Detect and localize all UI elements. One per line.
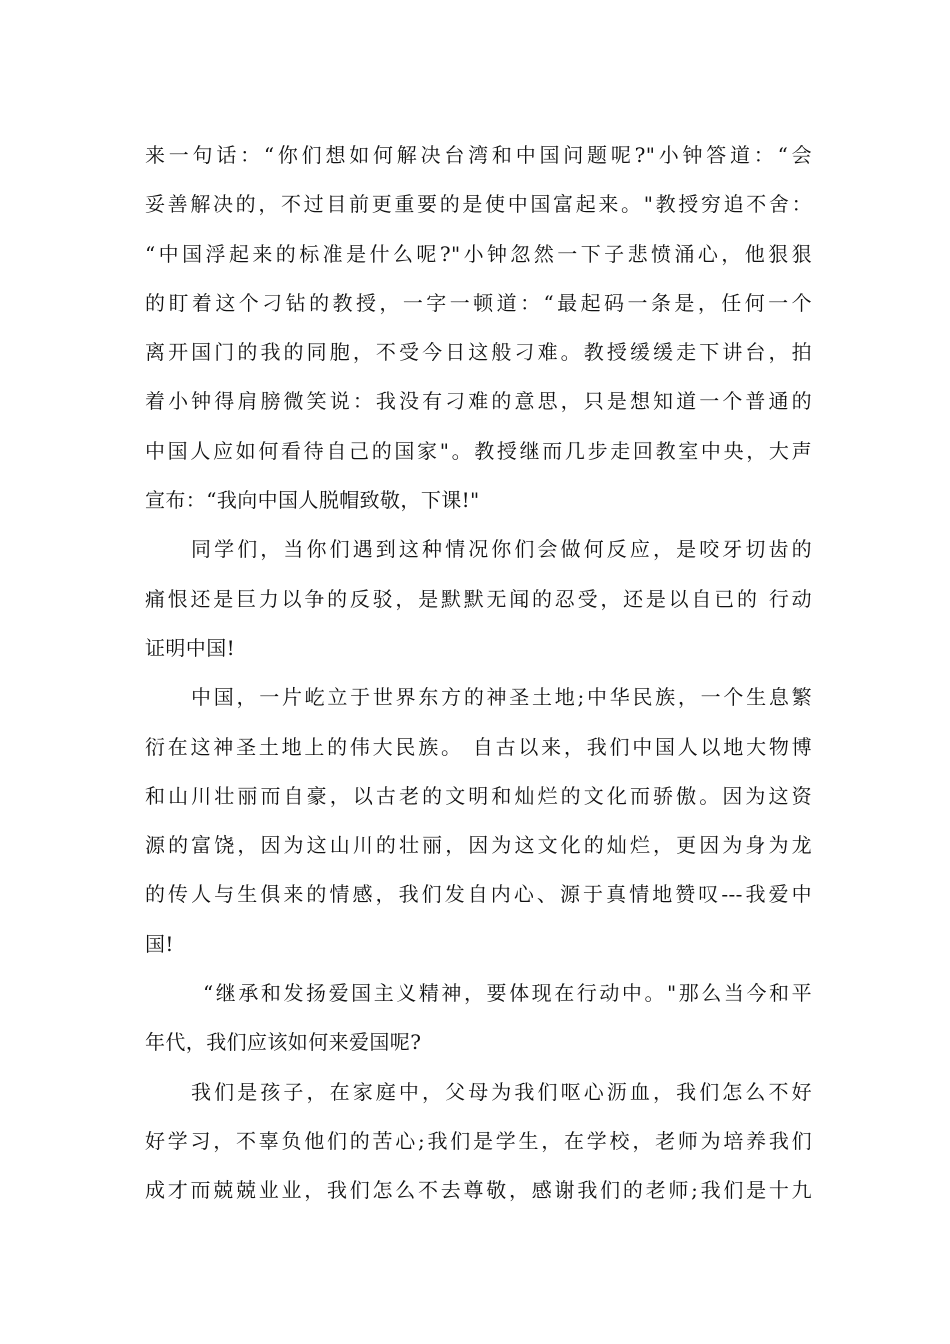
paragraph-classmates-question [145, 525, 812, 673]
paragraph-china-land [145, 673, 812, 969]
text-line: 和山川壮丽而自豪，以古老的文明和灿烂的文化而骄傲。因为这资 [145, 783, 812, 808]
text-line: 的盯着这个刁钻的教授，一字一顿道：“最起码一条是，任何一个 [145, 290, 812, 315]
text-line: “中国浮起来的标准是什么呢?"小钟忽然一下子悲愤涌心，他狠狠 [145, 241, 812, 266]
text-line: 我们是孩子，在家庭中，父母为我们呕心沥血，我们怎么不好 [191, 1079, 812, 1104]
text-line: 国! [145, 931, 174, 956]
text-line: 源的富饶，因为这山川的壮丽，因为这文化的灿烂，更因为身为龙 [145, 833, 812, 858]
document-body [145, 131, 812, 1216]
text-line: 的传人与生俱来的情感，我们发自内心、源于真情地赞叹---我爱中 [145, 882, 812, 907]
text-line: 成才而兢兢业业，我们怎么不去尊敬，感谢我们的老师;我们是十九 [145, 1178, 812, 1203]
paragraph-patriotism-action [145, 969, 812, 1068]
text-line: 离开国门的我的同胞，不受今日这般刁难。教授缓缓走下讲台，拍 [145, 340, 812, 365]
text-line: 痛恨还是巨力以争的反驳，是默默无闻的忍受，还是以自已的 行动 [145, 586, 812, 611]
text-line: 来一句话：“你们想如何解决台湾和中国问题呢?"小钟答道：“会 [145, 143, 812, 167]
text-line: 妥善解决的，不过目前更重要的是使中国富起来。"教授穷追不舍： [145, 192, 812, 217]
text-line: “继承和发扬爱国主义精神，要体现在行动中。"那么当今和平 [203, 981, 812, 1006]
text-line: 年代，我们应该如何来爱国呢? [145, 1030, 422, 1055]
text-line: 衍在这神圣土地上的伟大民族。 自古以来，我们中国人以地大物博 [145, 734, 812, 759]
text-line: 宣布：“我向中国人脱帽致敬，下课!" [145, 488, 480, 513]
text-line: 中国，一片屹立于世界东方的神圣土地;中华民族，一个生息繁 [191, 685, 812, 710]
text-line: 好学习，不辜负他们的苦心;我们是学生，在学校，老师为培养我们 [145, 1128, 812, 1153]
text-line: 着小钟得肩膀微笑说：我没有刁难的意思，只是想知道一个普通的 [145, 389, 812, 414]
text-line: 证明中国! [145, 635, 236, 660]
paragraph-professor-story [145, 131, 812, 525]
paragraph-we-are-children [145, 1068, 812, 1216]
text-line: 中国人应如何看待自己的国家"。教授继而几步走回教室中央，大声 [145, 438, 812, 463]
text-line: 同学们，当你们遇到这种情况你们会做何反应，是咬牙切齿的 [191, 537, 812, 562]
